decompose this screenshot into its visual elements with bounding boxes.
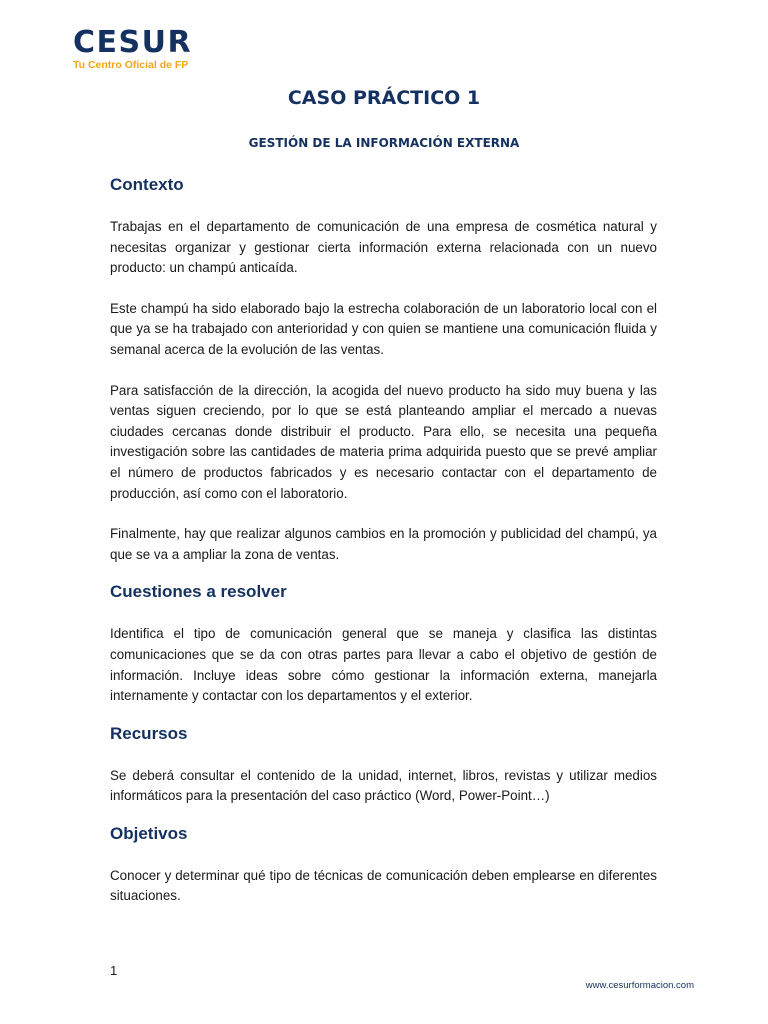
section-heading-cuestiones: Cuestiones a resolver xyxy=(110,582,287,602)
section-heading-objetivos: Objetivos xyxy=(110,823,188,843)
section-heading-recursos: Recursos xyxy=(110,723,188,743)
page-number: 1 xyxy=(110,963,118,978)
document-body xyxy=(110,174,657,907)
logo-name: CESUR xyxy=(73,25,193,60)
section-heading-contexto: Contexto xyxy=(110,175,184,194)
paragraph: Conocer y determinar qué tipo de técnicas de comunicación deben emplearse en diferentes situaciones. xyxy=(110,867,657,904)
paragraph: Se deberá consultar el contenido de la unidad, internet, libros, revistas y utilizar medios informáticos para la presentación del caso práctico (Word, Power-Point…) xyxy=(110,767,657,804)
paragraph: Trabajas en el departamento de comunicación de una empresa de cosmética natural y necesitas organizar y gestionar cierta información externa relacionada con un nuevo producto: un champú anticaída. xyxy=(110,219,657,276)
logo-tagline: Tu Centro Oficial de FP xyxy=(73,59,189,71)
paragraph: Identifica el tipo de comunicación general que se maneja y clasifica las distintas comunicaciones que se da con otras partes para llevar a cabo el objetivo de gestión de información. Incluye ideas sobre cómo gestionar la información externa, manejarla internamente y contactar con los departamentos y el exterior. xyxy=(110,626,657,704)
document-title: CASO PRÁCTICO 1 xyxy=(287,87,481,109)
cesur-logo xyxy=(73,25,193,71)
footer-url: www.cesurformacion.com xyxy=(585,980,694,991)
paragraph: Finalmente, hay que realizar algunos cambios en la promoción y publicidad del champú, ya que se va a ampliar la zona de ventas. xyxy=(110,526,657,562)
paragraph: Para satisfacción de la dirección, la acogida del nuevo producto ha sido muy buena y las ventas siguen creciendo, por lo que se está planteando ampliar el mercado a nuevas ciudades cercanas donde distribuir el producto. Para ello, se necesita una pequeña investigación sobre las cantidades de materia prima adquirida puesto que se prevé ampliar el número de productos fabricados y es necesario contactar con el departamento de producción, así como con el laboratorio. xyxy=(110,382,657,501)
paragraph: Este champú ha sido elaborado bajo la estrecha colaboración de un laboratorio local con el que ya se ha trabajado con anterioridad y con quien se mantiene una comunicación fluida y semanal acerca de la evolución de las ventas. xyxy=(110,300,657,357)
document-subtitle: GESTIÓN DE LA INFORMACIÓN EXTERNA xyxy=(248,136,520,150)
